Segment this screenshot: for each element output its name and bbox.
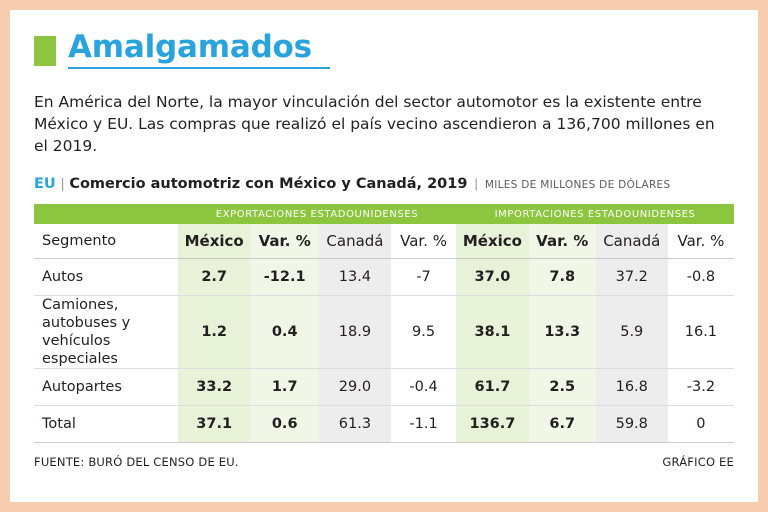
cell-camiones-exp-mexico: 1.2 [178, 296, 251, 369]
cell-total-exp-canada: 61.3 [319, 406, 391, 443]
infographic-body [10, 10, 758, 502]
chart-units-label: MILES DE MILLONES DE DÓLARES [484, 179, 671, 191]
column-header-imp-mexico-var: Var. % [529, 224, 596, 259]
column-header-exp-mexico: México [178, 224, 251, 259]
column-header-exp-canada-var: Var. % [391, 224, 456, 259]
table-row [34, 259, 734, 296]
column-header-row [34, 224, 734, 259]
cell-autos-imp-canada-var: -0.8 [668, 259, 734, 296]
group-header-spacer [34, 204, 178, 224]
row-label-autopartes: Autopartes [34, 369, 178, 406]
cell-autopartes-exp-mexico: 33.2 [178, 369, 251, 406]
cell-total-imp-mexico: 136.7 [456, 406, 529, 443]
column-header-imp-mexico: México [456, 224, 529, 259]
cell-autopartes-exp-canada-var: -0.4 [391, 369, 456, 406]
title-wrapper [68, 30, 330, 69]
cell-camiones-imp-mexico-var: 13.3 [529, 296, 596, 369]
row-label-autos: Autos [34, 259, 178, 296]
frame-border-right [758, 0, 768, 512]
cell-autos-exp-canada-var: -7 [391, 259, 456, 296]
cell-camiones-exp-mexico-var: 0.4 [250, 296, 318, 369]
row-label-camiones: Camiones, autobuses y vehículos especiales [34, 296, 178, 369]
source-note: FUENTE: BURÓ DEL CENSO DE EU. [34, 455, 239, 469]
cell-camiones-imp-canada: 5.9 [596, 296, 668, 369]
column-header-exp-mexico-var: Var. % [250, 224, 318, 259]
cell-total-exp-canada-var: -1.1 [391, 406, 456, 443]
table-row [34, 296, 734, 369]
cell-autos-imp-canada: 37.2 [596, 259, 668, 296]
cell-autopartes-imp-canada: 16.8 [596, 369, 668, 406]
chart-subhead [34, 175, 734, 192]
frame-border-top [0, 0, 768, 10]
cell-camiones-imp-mexico: 38.1 [456, 296, 529, 369]
cell-autos-exp-canada: 13.4 [319, 259, 391, 296]
cell-total-exp-mexico-var: 0.6 [250, 406, 318, 443]
cell-camiones-exp-canada-var: 9.5 [391, 296, 456, 369]
subhead-country-tag: EU [34, 176, 56, 192]
cell-autopartes-exp-canada: 29.0 [319, 369, 391, 406]
frame-border-bottom [0, 502, 768, 512]
footer [34, 455, 734, 469]
content-wrapper [34, 22, 734, 469]
column-header-imp-canada: Canadá [596, 224, 668, 259]
cell-camiones-imp-canada-var: 16.1 [668, 296, 734, 369]
title-underline [68, 67, 330, 69]
title-row [34, 30, 734, 69]
cell-autos-imp-mexico-var: 7.8 [529, 259, 596, 296]
cell-autopartes-imp-mexico-var: 2.5 [529, 369, 596, 406]
credit-note: GRÁFICO EE [662, 455, 734, 469]
column-header-exp-canada: Canadá [319, 224, 391, 259]
cell-total-exp-mexico: 37.1 [178, 406, 251, 443]
trade-data-table [34, 204, 734, 443]
frame-border-left [0, 0, 10, 512]
group-header-exports: EXPORTACIONES ESTADOUNIDENSES [178, 204, 456, 224]
cell-autos-exp-mexico-var: -12.1 [250, 259, 318, 296]
group-header-row [34, 204, 734, 224]
table-row [34, 369, 734, 406]
cell-total-imp-mexico-var: 6.7 [529, 406, 596, 443]
cell-autopartes-imp-canada-var: -3.2 [668, 369, 734, 406]
column-header-segmento: Segmento [34, 224, 178, 259]
cell-autos-imp-mexico: 37.0 [456, 259, 529, 296]
green-accent-block [34, 36, 56, 66]
page-title: Amalgamados [68, 29, 312, 65]
cell-autopartes-imp-mexico: 61.7 [456, 369, 529, 406]
cell-autopartes-exp-mexico-var: 1.7 [250, 369, 318, 406]
cell-camiones-exp-canada: 18.9 [319, 296, 391, 369]
cell-total-imp-canada-var: 0 [668, 406, 734, 443]
column-header-imp-canada-var: Var. % [668, 224, 734, 259]
cell-autos-exp-mexico: 2.7 [178, 259, 251, 296]
row-label-total: Total [34, 406, 178, 443]
subhead-separator: | [60, 175, 65, 191]
table-row-total [34, 406, 734, 443]
group-header-imports: IMPORTACIONES ESTADOUNIDENSES [456, 204, 734, 224]
chart-title: Comercio automotriz con México y Canadá, 2019 [69, 176, 468, 192]
intro-paragraph: En América del Norte, la mayor vinculación del sector automotor es la existente entre México y EU. Las compras que realizó el país vecino ascendieron a 136,700 millones en el 2019. [34, 93, 715, 155]
subhead-separator-2: | [474, 176, 478, 191]
cell-total-imp-canada: 59.8 [596, 406, 668, 443]
